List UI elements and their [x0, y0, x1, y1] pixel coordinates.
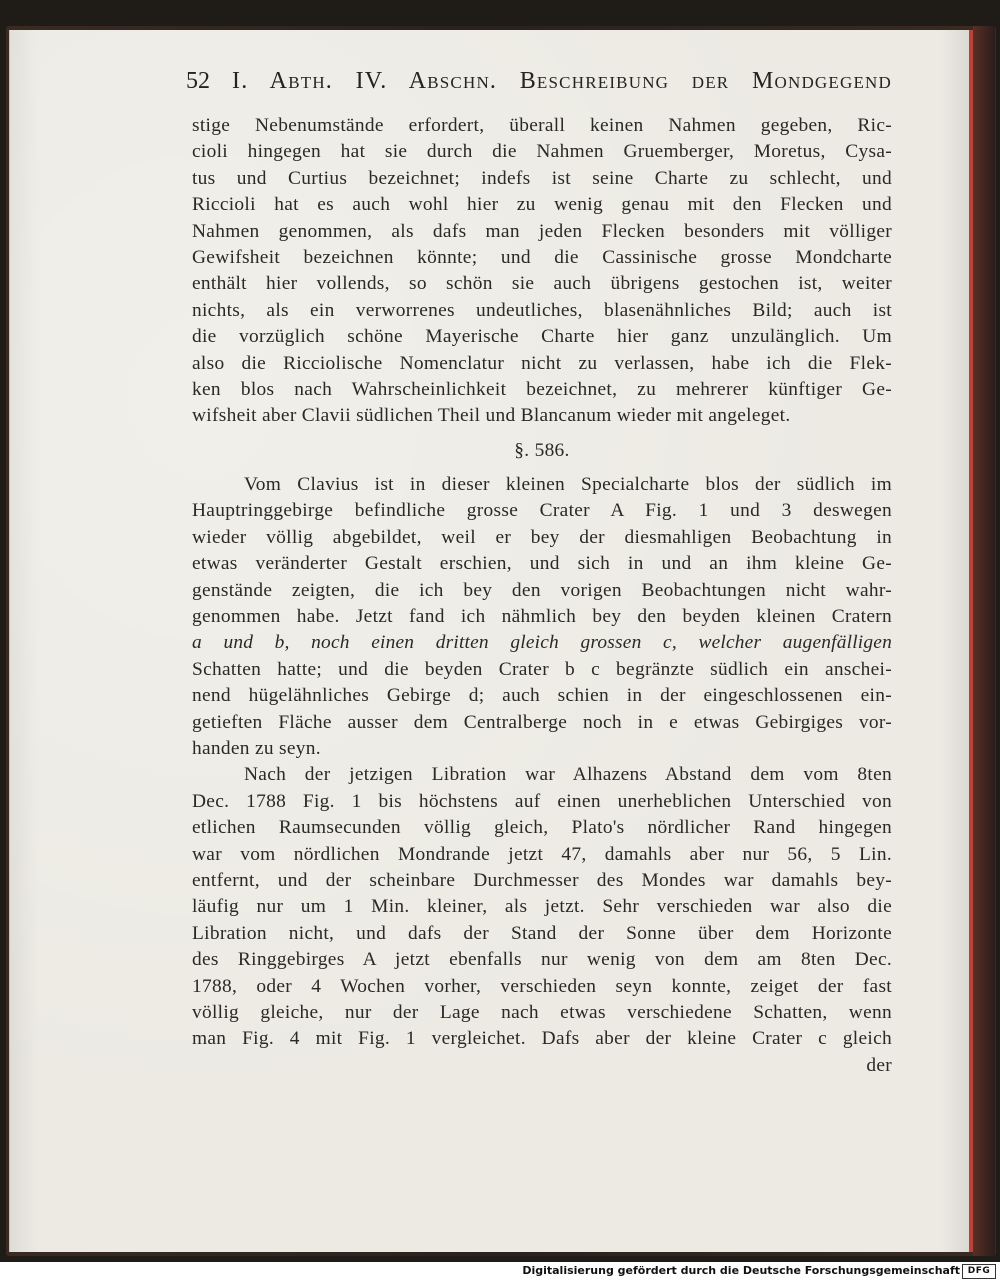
text-line: Nach der jetzigen Libration war Alhazens Abstand dem vom 8ten [244, 764, 892, 786]
text-line: wieder völlig abgebildet, weil er bey der diesmahligen Beobachtung in [192, 526, 892, 548]
text-line: nend hügelähnliches Gebirge d; auch schien in der eingeschlossenen ein- [192, 685, 892, 707]
text-line: getieften Fläche ausser dem Centralberge noch in e etwas Gebirgiges vor- [192, 711, 892, 733]
text-line: enthält hier vollends, so schön sie auch übrigens gestochen ist, weiter [192, 273, 892, 295]
text-line: etwas veränderter Gestalt erschien, und sich in und an ihm kleine Ge- [192, 553, 892, 575]
text-line: Nahmen genommen, als dafs man jeden Flecken besonders mit völliger [192, 220, 892, 242]
page-header [186, 68, 892, 102]
text-line: völlig gleiche, nur der Lage nach etwas verschiedene Schatten, wenn [192, 1001, 892, 1023]
text-line: Libration nicht, und dafs der Stand der Sonne über dem Horizonte [192, 922, 892, 944]
text-line: cioli hingegen hat sie durch die Nahmen Gruemberger, Moretus, Cysa- [192, 141, 892, 163]
section-heading: §. 586. [514, 439, 570, 461]
text-line: Riccioli hat es auch wohl hier zu wenig genau mit den Flecken und [192, 194, 892, 216]
text-line: Schatten hatte; und die beyden Crater b c begränzte südlich ein anschei- [192, 658, 892, 680]
text-line: ken blos nach Wahrscheinlichkeit bezeichnet, zu mehrerer künftiger Ge- [192, 378, 892, 400]
text-line: man Fig. 4 mit Fig. 1 vergleichet. Dafs aber der kleine Crater c gleich [192, 1028, 892, 1050]
text-line: läufig nur um 1 Min. kleiner, als jetzt. Sehr verschieden war also die [192, 896, 892, 918]
text-line: etlichen Raumsecunden völlig gleich, Plato's nördlicher Rand hingegen [192, 817, 892, 839]
catchword: der [866, 1054, 892, 1076]
text-line: genommen habe. Jetzt fand ich nähmlich bey den beyden kleinen Cratern [192, 606, 892, 628]
text-line: Vom Clavius ist in dieser kleinen Specialcharte blos der südlich im [244, 474, 892, 496]
text-line: die vorzüglich schöne Mayerische Charte hier ganz unzulänglich. Um [192, 326, 892, 348]
body-text [192, 113, 892, 1079]
footer-bar [0, 1262, 1000, 1280]
text-line: genstände zeigten, die ich bey den vorigen Beobachtungen nicht wahr- [192, 579, 892, 601]
text-line: war vom nördlichen Mondrande jetzt 47, damahls aber nur 56, 5 Lin. [192, 843, 892, 865]
text-line: Hauptringgebirge befindliche grosse Crater A Fig. 1 und 3 deswegen [192, 500, 892, 522]
text-line: wifsheit aber Clavii südlichen Theil und Blancanum wieder mit angeleget. [192, 405, 791, 427]
text-line: stige Nebenumstände erfordert, überall keinen Nahmen gegeben, Ric- [192, 115, 892, 136]
text-line: des Ringgebirges A jetzt ebenfalls nur wenig von dem am 8ten Dec. [192, 949, 892, 971]
text-line: Dec. 1788 Fig. 1 bis höchstens auf einen unerheblichen Unterschied von [192, 790, 892, 812]
text-line: a und b, noch einen dritten gleich grossen c, welcher augenfälligen [192, 632, 892, 654]
section-gap [192, 464, 892, 472]
text-line: 1788, oder 4 Wochen vorher, verschieden seyn konnte, zeiget der fast [192, 975, 892, 997]
text-line: Gewifsheit bezeichnen könnte; und die Cassinische grosse Mondcharte [192, 246, 892, 268]
page-number: 52 [186, 68, 210, 94]
section-gap [192, 430, 892, 438]
text-line: handen zu seyn. [192, 737, 321, 759]
running-head: I. Abth. IV. Abschn. Beschreibung der Mondgegend [232, 68, 892, 94]
footer-credit: Digitalisierung gefördert durch die Deutsche Forschungsgemeinschaft [522, 1264, 960, 1277]
book-spine-edge [973, 26, 995, 1256]
dfg-logo: DFG [962, 1264, 996, 1279]
text-line: tus und Curtius bezeichnet; indefs ist seine Charte zu schlecht, und [192, 167, 892, 189]
text-line: also die Ricciolische Nomenclatur nicht zu verlassen, habe ich die Flek- [192, 352, 892, 374]
text-line: nichts, als ein verworrenes undeutliches, blasenähnliches Bild; auch ist [192, 299, 892, 321]
text-line: entfernt, und der scheinbare Durchmesser des Mondes war damahls bey- [192, 869, 892, 891]
